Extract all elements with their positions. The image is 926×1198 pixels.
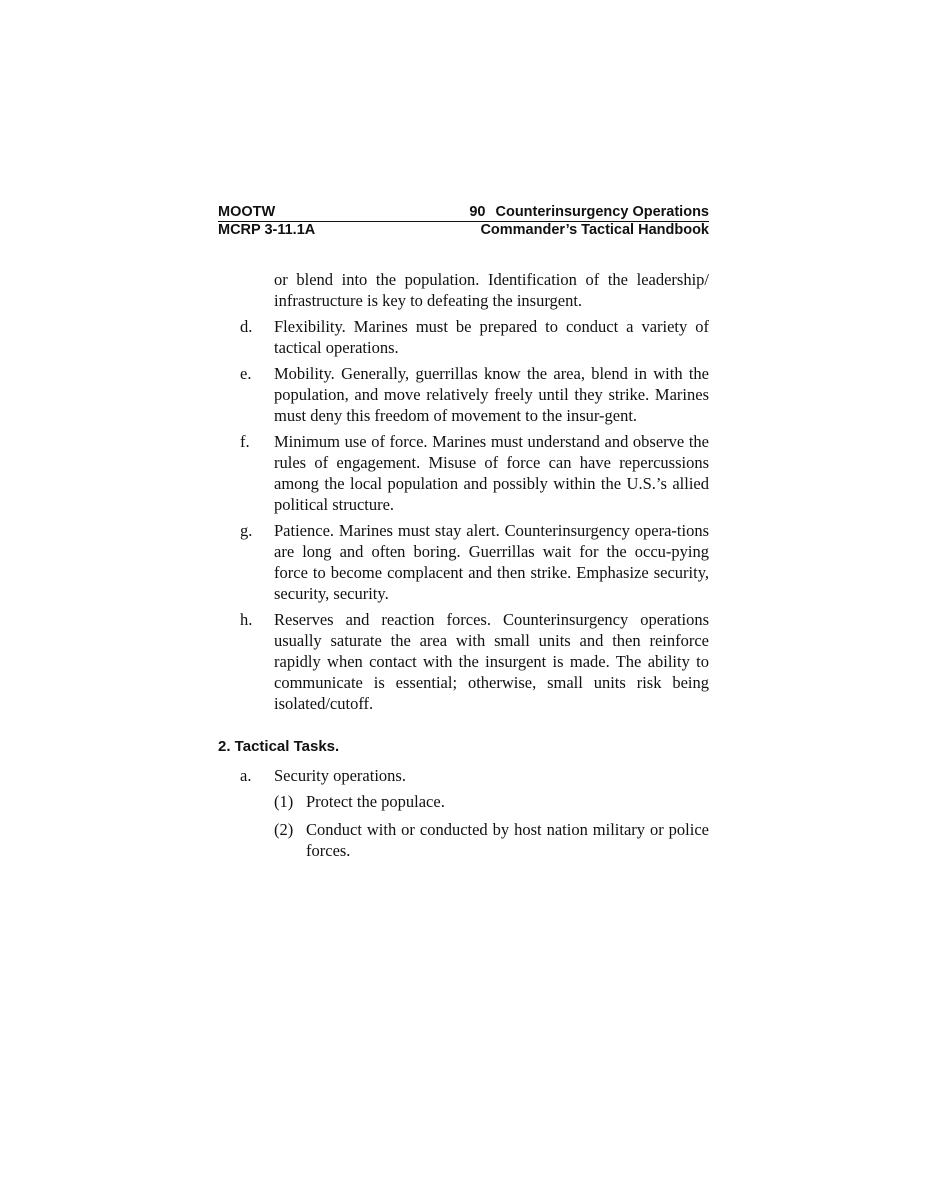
list-item [218,609,709,714]
list-item [218,431,709,515]
list-item [218,765,709,786]
item-label: h. [240,610,253,629]
sub-list-item [274,791,709,812]
header-right-top: Counterinsurgency Operations [495,204,709,220]
header-left-bottom: MCRP 3-11.1A [218,222,316,238]
item-label: d. [240,317,253,336]
subitem-text: Conduct with or conducted by host nation military or police forces. [306,820,709,860]
header-row-top [218,203,709,222]
sub-list-item [274,819,709,861]
item-text: Mobility. Generally, guerrillas know the area, blend in with the population, and move relatively freely until they strike. Marines must deny this freedom of movement to the insur-gent. [274,364,709,425]
item-text: Security operations. [274,766,406,785]
item-text: Reserves and reaction forces. Counterinsurgency operations usually saturate the area with small units and then reinforce rapidly when contact with the insurgent is made. The ability to communicate is essential; otherwise, small units risk being isolated/cutoff. [274,610,709,713]
header-left-top: MOOTW [218,204,276,220]
list-item [218,520,709,604]
subitem-text: Protect the populace. [306,792,445,811]
item-text: Minimum use of force. Marines must understand and observe the rules of engagement. Misuse of force can have repercussions among the local population and possibly within the U.S.’s allied political structure. [274,432,709,514]
subitem-label: (1) [274,792,294,811]
item-label: a. [240,766,252,785]
item-label: f. [240,432,250,451]
item-label: g. [240,521,253,540]
item-label: e. [240,364,252,383]
header-right-bottom: Commander’s Tactical Handbook [480,222,709,238]
continuation-paragraph: or blend into the population. Identification of the leadership/ infrastructure is key to defeating the insurgent. [274,270,709,310]
header-row-bottom [218,221,709,239]
section-heading: 2. Tactical Tasks. [218,738,340,755]
page-number: 90 [469,204,486,220]
item-text: Flexibility. Marines must be prepared to conduct a variety of tactical operations. [274,317,709,357]
page-body [218,269,709,868]
list-item [218,316,709,358]
item-text: Patience. Marines must stay alert. Counterinsurgency opera-tions are long and often boring. Guerrillas wait for the occu-pying force to become complacent and then strike. Emphasize security, security, security. [274,521,709,603]
subitem-label: (2) [274,820,294,839]
list-item [218,363,709,426]
